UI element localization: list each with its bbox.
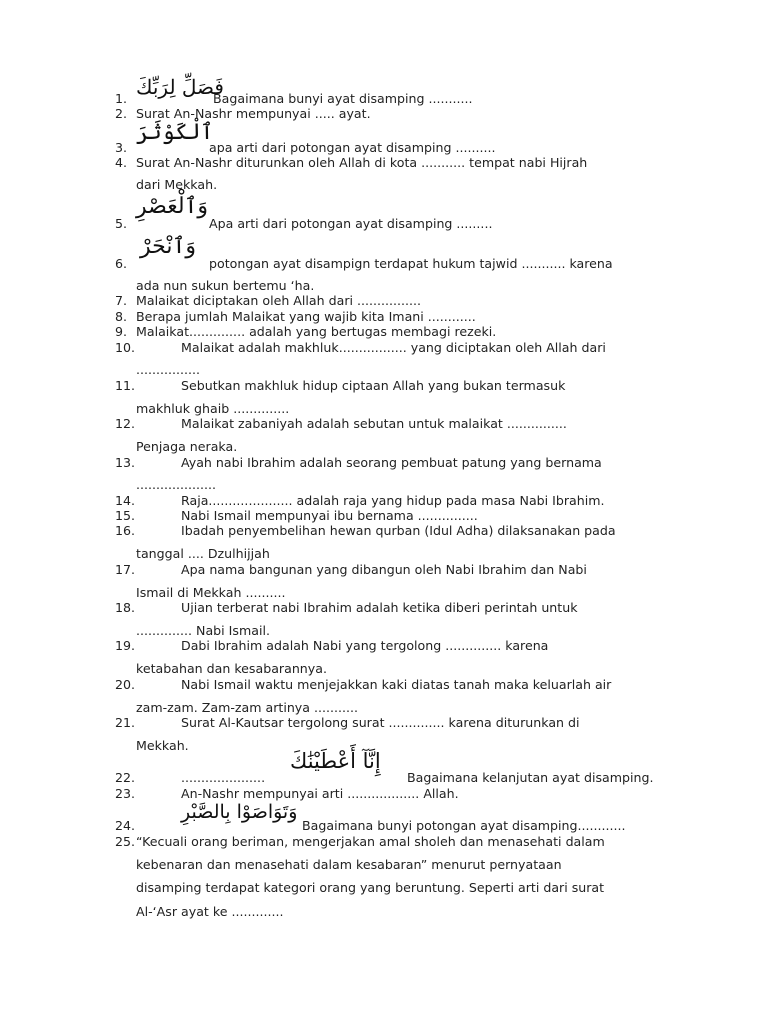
question-text-cont: disamping terdapat kategori orang yang beruntung. Seperti arti dari surat xyxy=(136,880,605,895)
question-number: 17. xyxy=(115,562,136,577)
question-number: 5. xyxy=(115,216,128,231)
question-text: Apa nama bangunan yang dibangun oleh Nabi Ibrahim dan Nabi xyxy=(181,562,587,577)
question-number: 13. xyxy=(115,455,136,470)
question-text-cont: kebenaran dan menasehati dalam kesabaran” menurut pernyataan xyxy=(136,857,562,872)
question-text: Nabi Ismail waktu menjejakkan kaki diatas tanah maka keluarlah air xyxy=(181,677,612,692)
question-number: 25. xyxy=(115,834,136,849)
question-text: Surat An-Nashr mempunyai ..... ayat. xyxy=(136,106,371,121)
question-number: 3. xyxy=(115,140,128,155)
question-number: 8. xyxy=(115,309,128,324)
question-text: Dabi Ibrahim adalah Nabi yang tergolong .............. karena xyxy=(181,638,549,653)
question-number: 1. xyxy=(115,91,128,106)
question-number: 15. xyxy=(115,508,136,523)
question-text: Malaikat adalah makhluk................. yang diciptakan oleh Allah dari xyxy=(181,340,606,355)
question-text: Surat Al-Kautsar tergolong surat .............. karena diturunkan di xyxy=(181,715,580,730)
question-text-cont: .................... xyxy=(136,477,217,492)
question-text: Bagaimana bunyi ayat disamping ........... xyxy=(213,91,473,106)
question-blank: ..................... xyxy=(181,770,266,785)
question-text: apa arti dari potongan ayat disamping .......... xyxy=(209,140,496,155)
question-number: 10. xyxy=(115,340,136,355)
arabic-verse: وَٱنْحَرْ xyxy=(140,234,196,259)
question-number: 11. xyxy=(115,378,136,393)
question-text-cont: Penjaga neraka. xyxy=(136,439,238,454)
question-text-cont: Ismail di Mekkah .......... xyxy=(136,585,286,600)
question-number: 21. xyxy=(115,715,136,730)
question-text: An-Nashr mempunyai arti .................. Allah. xyxy=(181,786,459,801)
arabic-verse: إِنَّآ أَعْطَيْنَٰكَ xyxy=(290,749,381,773)
arabic-verse: فَصَلِّ لِرَبِّكَ xyxy=(136,75,224,99)
question-text-cont: Al-‘Asr ayat ke ............. xyxy=(136,904,284,919)
question-number: 22. xyxy=(115,770,136,785)
question-number: 20. xyxy=(115,677,136,692)
question-text-cont: ................ xyxy=(136,362,201,377)
question-number: 4. xyxy=(115,155,128,170)
question-text: Malaikat diciptakan oleh Allah dari ................ xyxy=(136,293,422,308)
question-text: Bagaimana bunyi potongan ayat disamping............ xyxy=(302,818,626,833)
question-text-cont: ada nun sukun bertemu ‘ha. xyxy=(136,278,315,293)
question-text-cont: Mekkah. xyxy=(136,738,189,753)
question-text-cont: .............. Nabi Ismail. xyxy=(136,623,270,638)
question-number: 19. xyxy=(115,638,136,653)
arabic-verse: وَٱلْعَصْرِ xyxy=(136,194,209,219)
question-text-cont: tanggal .... Dzulhijjah xyxy=(136,546,270,561)
question-text: Ayah nabi Ibrahim adalah seorang pembuat patung yang bernama xyxy=(181,455,602,470)
arabic-verse: وَتَوَاصَوْا بِالصَّبْرِ xyxy=(181,801,298,823)
question-text: Ibadah penyembelihan hewan qurban (Idul Adha) dilaksanakan pada xyxy=(181,523,616,538)
question-number: 23. xyxy=(115,786,136,801)
question-number: 2. xyxy=(115,106,128,121)
question-text: Malaikat.............. adalah yang bertugas membagi rezeki. xyxy=(136,324,497,339)
question-text-cont: ketabahan dan kesabarannya. xyxy=(136,661,327,676)
question-text: Ujian terberat nabi Ibrahim adalah ketika diberi perintah untuk xyxy=(181,600,578,615)
question-text: Malaikat zabaniyah adalah sebutan untuk malaikat ............... xyxy=(181,416,567,431)
arabic-verse: ٱلْكَوْثَرَ xyxy=(136,120,214,145)
question-text: Nabi Ismail mempunyai ibu bernama ............... xyxy=(181,508,478,523)
question-text-cont: makhluk ghaib .............. xyxy=(136,401,290,416)
question-number: 24. xyxy=(115,818,136,833)
question-text: Apa arti dari potongan ayat disamping ......... xyxy=(209,216,493,231)
question-number: 12. xyxy=(115,416,136,431)
question-text: Bagaimana kelanjutan ayat disamping. xyxy=(407,770,654,785)
question-number: 18. xyxy=(115,600,136,615)
question-text: “Kecuali orang beriman, mengerjakan amal sholeh dan menasehati dalam xyxy=(136,834,605,849)
question-text-cont: zam-zam. Zam-zam artinya ........... xyxy=(136,700,359,715)
question-text: Berapa jumlah Malaikat yang wajib kita Imani ............ xyxy=(136,309,476,324)
question-text: Surat An-Nashr diturunkan oleh Allah di kota ........... tempat nabi Hijrah xyxy=(136,155,588,170)
question-number: 14. xyxy=(115,493,136,508)
question-text: Sebutkan makhluk hidup ciptaan Allah yang bukan termasuk xyxy=(181,378,566,393)
question-number: 16. xyxy=(115,523,136,538)
question-text: potongan ayat disampign terdapat hukum tajwid ........... karena xyxy=(209,256,613,271)
question-text: Raja..................... adalah raja yang hidup pada masa Nabi Ibrahim. xyxy=(181,493,605,508)
question-number: 6. xyxy=(115,256,128,271)
question-number: 9. xyxy=(115,324,128,339)
question-number: 7. xyxy=(115,293,128,308)
question-text-cont: dari Mekkah. xyxy=(136,177,218,192)
